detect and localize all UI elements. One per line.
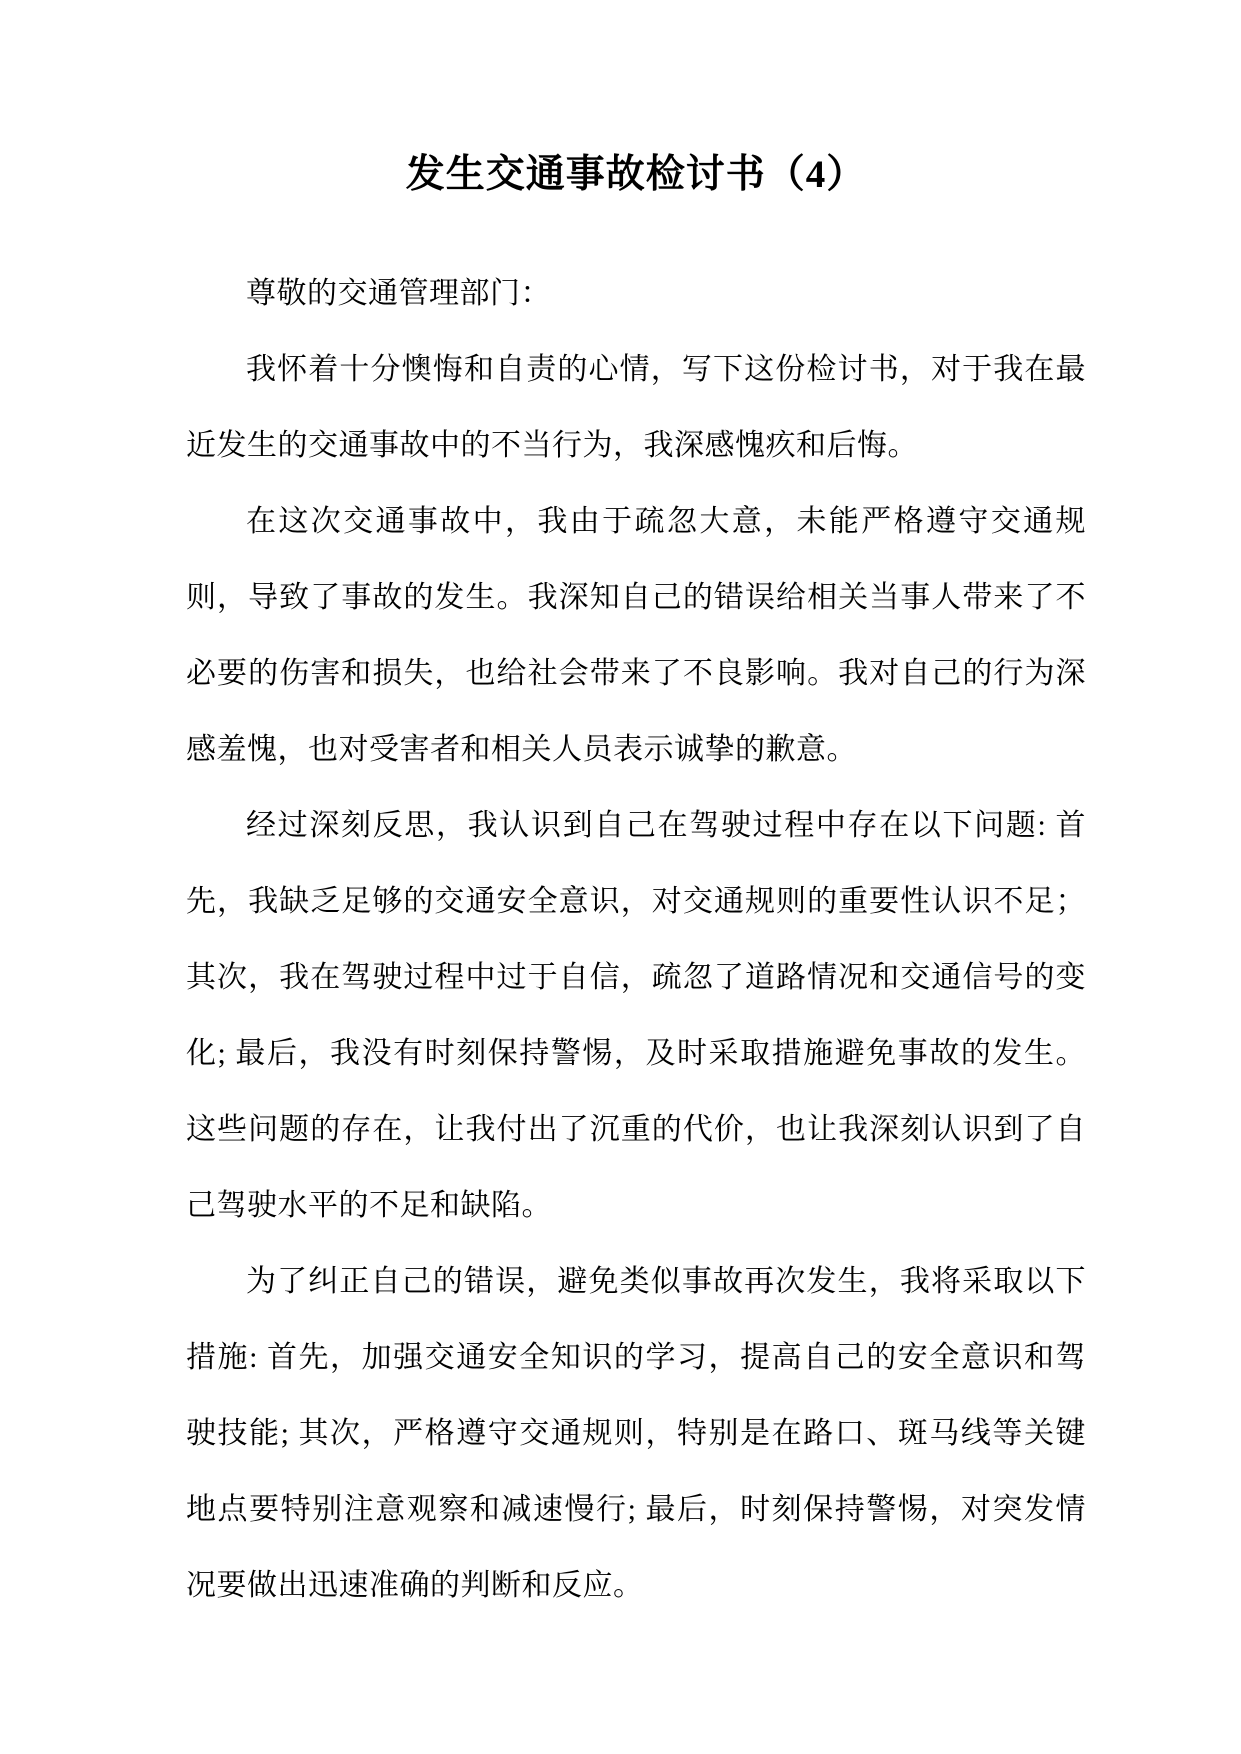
document-title: 发生交通事故检讨书（4） (405, 153, 867, 196)
paragraph-2: 在这次交通事故中，我由于疏忽大意，未能严格遵守交通规则，导致了事故的发生。我深知自己的错误给相关当事人带来了不必要的伤害和损失，也给社会带来了不良影响。我对自己的行为深感羞愧，也对受害者和相关人员表示诚挚的歉意。 (186, 505, 1086, 766)
salutation-line: 尊敬的交通管理部门： (246, 277, 551, 310)
paragraph-1: 我怀着十分懊悔和自责的心情，写下这份检讨书，对于我在最近发生的交通事故中的不当行为，我深感愧疚和后悔。 (186, 353, 1086, 462)
paragraph-4: 为了纠正自己的错误，避免类似事故再次发生，我将采取以下措施: 首先，加强交通安全知识的学习，提高自己的安全意识和驾驶技能; 其次，严格遵守交通规则，特别是在路口、斑马线等关键地点要特别注意观察和减速慢行; 最后，时刻保持警惕，对突发情况要做出迅速准确的判断和反应。 (186, 1265, 1086, 1602)
paragraph-3: 经过深刻反思，我认识到自己在驾驶过程中存在以下问题: 首先，我缺乏足够的交通安全意识，对交通规则的重要性认识不足；其次，我在驾驶过程中过于自信，疏忽了道路情况和交通信号的变化; 最后，我没有时刻保持警惕，及时采取措施避免事故的发生。这些问题的存在，让我付出了沉重的代价，也让我深刻认识到了自己驾驶水平的不足和缺陷。 (186, 809, 1086, 1222)
document-content (186, 150, 1086, 1624)
